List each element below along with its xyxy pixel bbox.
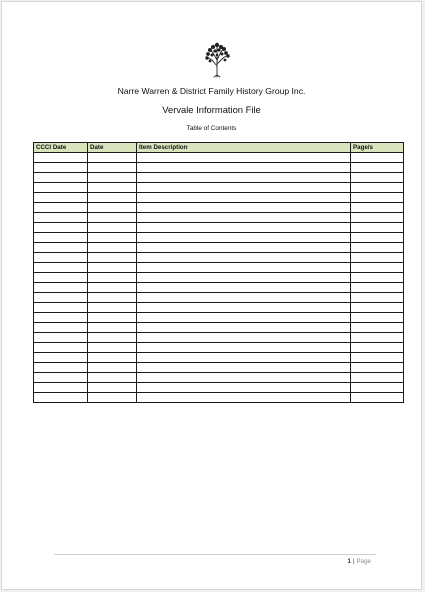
page-label: Page bbox=[356, 558, 371, 565]
column-header-ccci-date: CCCI Date bbox=[34, 143, 88, 153]
table-cell[interactable] bbox=[351, 203, 404, 213]
table-cell[interactable] bbox=[34, 213, 88, 223]
table-row bbox=[34, 273, 404, 283]
table-cell[interactable] bbox=[34, 223, 88, 233]
table-cell[interactable] bbox=[88, 243, 137, 253]
table-cell[interactable] bbox=[351, 223, 404, 233]
table-cell[interactable] bbox=[137, 193, 351, 203]
table-cell[interactable] bbox=[137, 223, 351, 233]
table-cell[interactable] bbox=[88, 273, 137, 283]
table-cell[interactable] bbox=[88, 233, 137, 243]
table-row bbox=[34, 303, 404, 313]
table-cell[interactable] bbox=[351, 243, 404, 253]
table-cell[interactable] bbox=[34, 333, 88, 343]
footer-separator: | bbox=[352, 558, 355, 565]
table-cell[interactable] bbox=[88, 313, 137, 323]
table-row bbox=[34, 233, 404, 243]
table-cell[interactable] bbox=[137, 243, 351, 253]
table-cell[interactable] bbox=[34, 233, 88, 243]
table-cell[interactable] bbox=[34, 363, 88, 373]
table-cell[interactable] bbox=[351, 283, 404, 293]
table-cell[interactable] bbox=[88, 343, 137, 353]
table-cell[interactable] bbox=[88, 363, 137, 373]
table-cell[interactable] bbox=[88, 283, 137, 293]
table-cell[interactable] bbox=[34, 323, 88, 333]
table-cell[interactable] bbox=[88, 253, 137, 263]
table-cell[interactable] bbox=[137, 173, 351, 183]
table-cell[interactable] bbox=[34, 163, 88, 173]
table-cell[interactable] bbox=[137, 383, 351, 393]
table-row bbox=[34, 383, 404, 393]
table-cell[interactable] bbox=[137, 313, 351, 323]
table-cell[interactable] bbox=[137, 303, 351, 313]
table-row bbox=[34, 163, 404, 173]
table-row bbox=[34, 193, 404, 203]
table-row bbox=[34, 263, 404, 273]
table-cell[interactable] bbox=[137, 283, 351, 293]
table-row bbox=[34, 373, 404, 383]
table-cell[interactable] bbox=[351, 193, 404, 203]
table-cell[interactable] bbox=[88, 263, 137, 273]
table-cell[interactable] bbox=[351, 323, 404, 333]
table-cell[interactable] bbox=[34, 353, 88, 363]
table-cell[interactable] bbox=[88, 393, 137, 403]
table-cell[interactable] bbox=[88, 153, 137, 163]
table-cell[interactable] bbox=[88, 353, 137, 363]
table-row bbox=[34, 283, 404, 293]
table-row bbox=[34, 343, 404, 353]
table-cell[interactable] bbox=[351, 373, 404, 383]
table-cell[interactable] bbox=[88, 333, 137, 343]
table-row bbox=[34, 253, 404, 263]
table-cell[interactable] bbox=[34, 373, 88, 383]
table-cell[interactable] bbox=[88, 203, 137, 213]
table-cell[interactable] bbox=[34, 273, 88, 283]
table-cell[interactable] bbox=[88, 303, 137, 313]
table-cell[interactable] bbox=[88, 173, 137, 183]
table-row bbox=[34, 313, 404, 323]
table-cell[interactable] bbox=[88, 183, 137, 193]
table-cell[interactable] bbox=[351, 363, 404, 373]
tree-icon bbox=[203, 40, 231, 78]
table-cell[interactable] bbox=[351, 353, 404, 363]
table-cell[interactable] bbox=[137, 163, 351, 173]
table-cell[interactable] bbox=[88, 383, 137, 393]
table-cell[interactable] bbox=[88, 293, 137, 303]
table-cell[interactable] bbox=[351, 273, 404, 283]
table-cell[interactable] bbox=[34, 383, 88, 393]
table-cell[interactable] bbox=[351, 333, 404, 343]
table-cell[interactable] bbox=[137, 363, 351, 373]
table-cell[interactable] bbox=[34, 263, 88, 273]
table-cell[interactable] bbox=[88, 163, 137, 173]
document-title: Vervale Information File bbox=[162, 104, 261, 115]
table-cell[interactable] bbox=[88, 223, 137, 233]
table-row bbox=[34, 363, 404, 373]
table-cell[interactable] bbox=[351, 263, 404, 273]
table-cell[interactable] bbox=[137, 273, 351, 283]
table-cell[interactable] bbox=[351, 313, 404, 323]
footer-divider bbox=[54, 554, 376, 555]
table-cell[interactable] bbox=[34, 303, 88, 313]
table-cell[interactable] bbox=[137, 153, 351, 163]
table-row bbox=[34, 183, 404, 193]
table-row bbox=[34, 173, 404, 183]
table-cell[interactable] bbox=[34, 173, 88, 183]
table-cell[interactable] bbox=[351, 163, 404, 173]
table-row bbox=[34, 323, 404, 333]
table-cell[interactable] bbox=[351, 343, 404, 353]
table-cell[interactable] bbox=[137, 333, 351, 343]
table-cell[interactable] bbox=[137, 263, 351, 273]
table-cell[interactable] bbox=[34, 343, 88, 353]
table-header-row bbox=[34, 143, 404, 153]
table-of-contents-heading: Table of Contents bbox=[186, 125, 237, 132]
table-cell[interactable] bbox=[351, 303, 404, 313]
column-header-item-description: Item Description bbox=[137, 143, 351, 153]
table-cell[interactable] bbox=[34, 153, 88, 163]
table-cell[interactable] bbox=[351, 393, 404, 403]
page-number: 1 bbox=[347, 558, 351, 565]
table-row bbox=[34, 223, 404, 233]
table-cell[interactable] bbox=[34, 313, 88, 323]
table-cell[interactable] bbox=[34, 283, 88, 293]
table-cell[interactable] bbox=[88, 373, 137, 383]
page-footer bbox=[347, 558, 371, 565]
table-cell[interactable] bbox=[137, 343, 351, 353]
table-cell[interactable] bbox=[351, 173, 404, 183]
table-cell[interactable] bbox=[137, 293, 351, 303]
table-row bbox=[34, 393, 404, 403]
table-cell[interactable] bbox=[351, 293, 404, 303]
table-cell[interactable] bbox=[351, 383, 404, 393]
table-cell[interactable] bbox=[137, 253, 351, 263]
table-cell[interactable] bbox=[34, 183, 88, 193]
table-cell[interactable] bbox=[34, 193, 88, 203]
table-row bbox=[34, 293, 404, 303]
table-body bbox=[34, 153, 404, 403]
table-cell[interactable] bbox=[351, 233, 404, 243]
table-cell[interactable] bbox=[88, 193, 137, 203]
table-cell[interactable] bbox=[137, 203, 351, 213]
table-cell[interactable] bbox=[88, 323, 137, 333]
table-cell[interactable] bbox=[351, 153, 404, 163]
table-cell[interactable] bbox=[137, 373, 351, 383]
table-row bbox=[34, 353, 404, 363]
table-cell[interactable] bbox=[351, 253, 404, 263]
table-cell[interactable] bbox=[351, 183, 404, 193]
table-cell[interactable] bbox=[351, 213, 404, 223]
contents-table bbox=[33, 142, 404, 403]
table-cell[interactable] bbox=[137, 183, 351, 193]
column-header-pages: Page/s bbox=[351, 143, 404, 153]
table-cell[interactable] bbox=[88, 213, 137, 223]
table-row bbox=[34, 203, 404, 213]
table-row bbox=[34, 243, 404, 253]
table-row bbox=[34, 333, 404, 343]
table-cell[interactable] bbox=[34, 293, 88, 303]
table-cell[interactable] bbox=[137, 393, 351, 403]
table-cell[interactable] bbox=[34, 203, 88, 213]
table-cell[interactable] bbox=[34, 243, 88, 253]
column-header-date: Date bbox=[88, 143, 137, 153]
organization-title: Narre Warren & District Family History Group Inc. bbox=[117, 86, 306, 96]
table-row bbox=[34, 213, 404, 223]
table-cell[interactable] bbox=[34, 253, 88, 263]
table-cell[interactable] bbox=[137, 323, 351, 333]
document-page bbox=[1, 1, 422, 590]
table-cell[interactable] bbox=[137, 213, 351, 223]
table-cell[interactable] bbox=[137, 353, 351, 363]
table-cell[interactable] bbox=[137, 233, 351, 243]
table-cell[interactable] bbox=[34, 393, 88, 403]
table-row bbox=[34, 153, 404, 163]
